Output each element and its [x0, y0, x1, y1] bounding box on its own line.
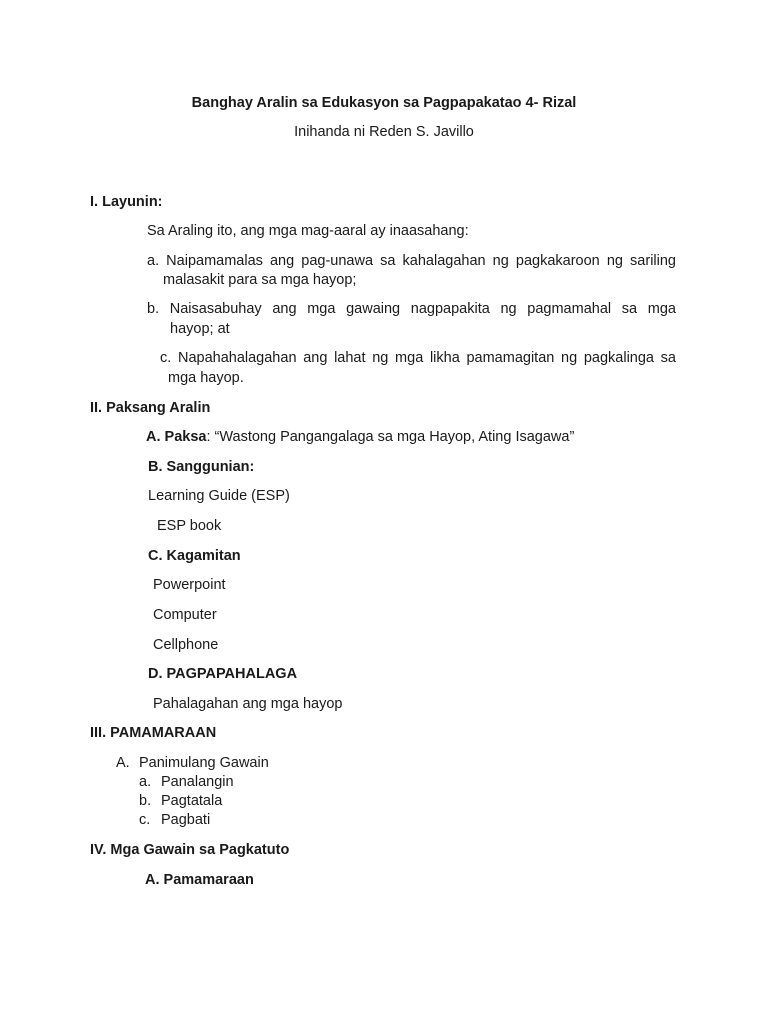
panimulang-gawain-label: Panimulang Gawain	[139, 755, 269, 771]
pagpapahalaga-line	[148, 665, 297, 683]
objective-b-line-1: b. Naisasabuhay ang mga gawaing nagpapakita ng pagmamahal sa mga	[147, 301, 676, 317]
document-title: Banghay Aralin sa Edukasyon sa Pagpapakatao 4- Rizal	[191, 95, 577, 111]
list-marker: a.	[139, 774, 152, 790]
section-4-heading: IV. Mga Gawain sa Pagkatuto	[90, 842, 290, 858]
paksa-text: : “Wastong Pangangalaga sa mga Hayop, Ating Isagawa”	[206, 429, 575, 445]
section-3-heading: III. PAMAMARAAN	[90, 725, 217, 741]
kagamitan-item: Powerpoint	[153, 577, 226, 593]
list-marker: c.	[139, 812, 151, 828]
paksa-label: A. Paksa	[146, 429, 207, 445]
pagpapahalaga-text: Pahalagahan ang mga hayop	[153, 696, 343, 712]
objective-c-line-2: mga hayop.	[168, 370, 244, 386]
sanggunian-item: Learning Guide (ESP)	[148, 488, 290, 504]
author-line: Inihanda ni Reden S. Javillo	[294, 124, 474, 140]
list-item: Panalangin	[161, 774, 234, 790]
pamamaraan-subheading: A. Pamamaraan	[145, 872, 254, 888]
sanggunian-item: ESP book	[157, 518, 222, 534]
objective-b-line-2: hayop; at	[170, 321, 230, 337]
objective-c-line-1: c. Napahahalagahan ang lahat ng mga likha pamamagitan ng pagkalinga sa	[160, 350, 676, 366]
kagamitan-item: Computer	[153, 607, 217, 623]
list-marker: A.	[116, 755, 130, 771]
pagpapahalaga-prefix: D	[148, 666, 159, 682]
pagpapahalaga-label: . PAGPAPAHALAGA	[158, 666, 298, 682]
sanggunian-label: B. Sanggunian:	[148, 459, 255, 475]
section-1-intro: Sa Araling ito, ang mga mag-aaral ay inaasahang:	[147, 223, 469, 239]
paksa-line	[146, 428, 574, 446]
list-item: Pagtatala	[161, 793, 223, 809]
list-item: Pagbati	[161, 812, 211, 828]
kagamitan-item: Cellphone	[153, 637, 219, 653]
list-marker: b.	[139, 793, 152, 809]
section-2-heading: II. Paksang Aralin	[90, 400, 211, 416]
objective-a-line-1: a. Naipamamalas ang pag-unawa sa kahalagahan ng pagkakaroon ng sariling	[147, 253, 676, 269]
kagamitan-label: C. Kagamitan	[148, 548, 241, 564]
objective-a-line-2: malasakit para sa mga hayop;	[163, 272, 357, 288]
section-1-heading: I. Layunin:	[90, 194, 163, 210]
